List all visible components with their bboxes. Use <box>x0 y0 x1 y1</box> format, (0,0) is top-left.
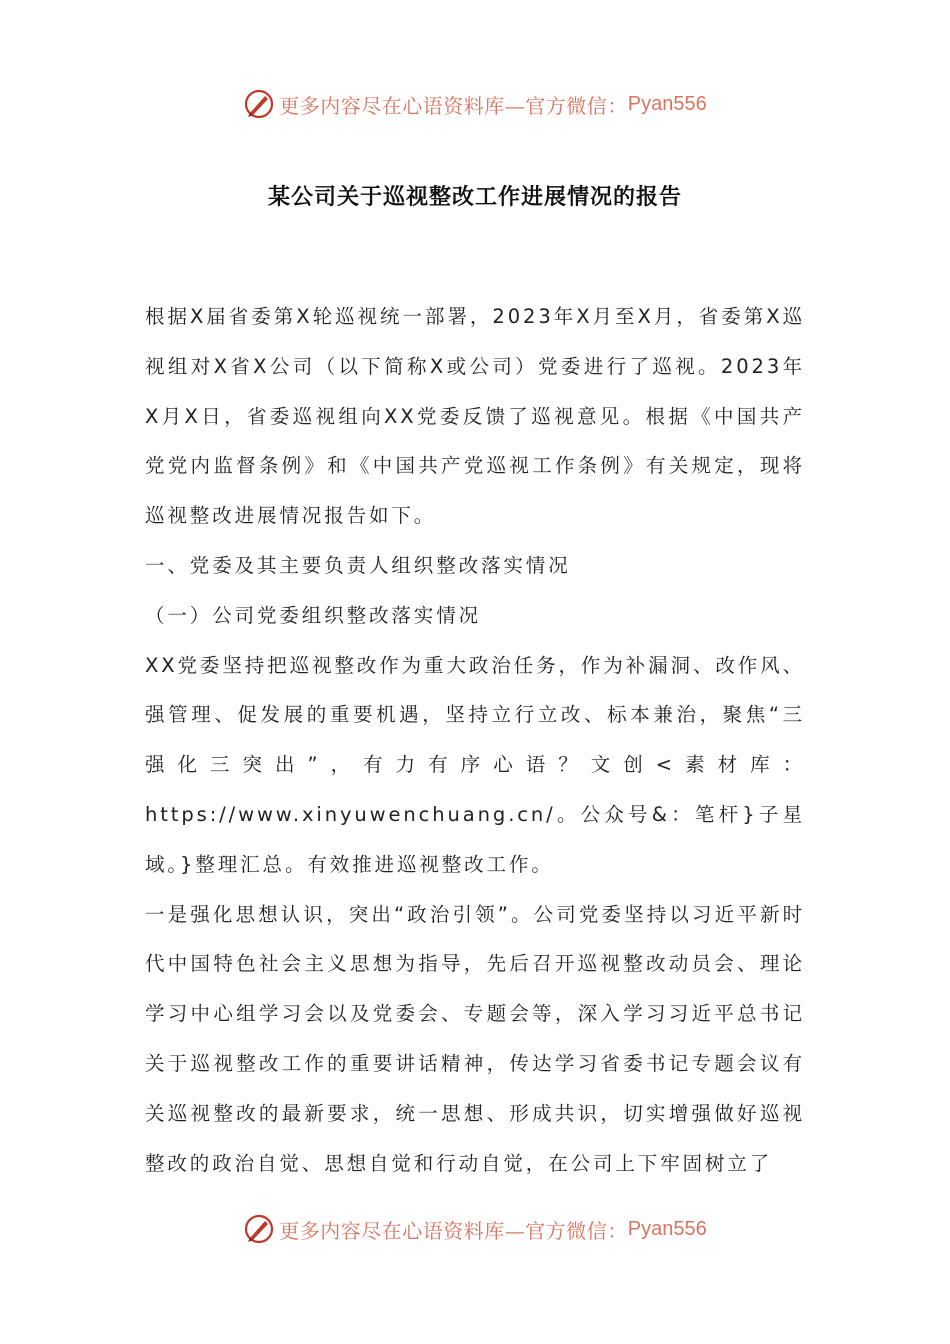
paragraph-intro: 根据X届省委第X轮巡视统一部署，2023年X月至X月，省委第X巡视组对X省X公司（以下简称X或公司）党委进行了巡视。2023年X月X日，省委巡视组向XX党委反馈了巡视意见。根据《中国共产党党内监督条例》和《中国共产党巡视工作条例》有关规定，现将巡视整改进展情况报告如下。 <box>145 305 805 528</box>
pen-logo-icon <box>243 1213 275 1245</box>
banner-wechat-id: Pyan556 <box>627 92 707 115</box>
document-title: 某公司关于巡视整改工作进展情况的报告 <box>267 184 682 210</box>
section-heading: 一、党委及其主要负责人组织整改落实情况 <box>145 553 571 577</box>
document-body <box>145 292 805 1188</box>
subsection-heading: （一）公司党委组织整改落实情况 <box>145 603 482 627</box>
footer-banner <box>0 1209 950 1249</box>
header-banner <box>0 84 950 124</box>
banner-text: 更多内容尽在心语资料库—官方微信： <box>279 1218 628 1243</box>
paragraph-point-one: 一是强化思想认识，突出“政治引领”。公司党委坚持以习近平新时代中国特色社会主义思想为指导，先后召开巡视整改动员会、理论学习中心组学习会以及党委会、专题会等，深入学习习近平总书记关于巡视整改工作的重要讲话精神，传达学习省委书记专题会议有关巡视整改的最新要求，统一思想、形成共识，切实增强做好巡视整改的政治自觉、思想自觉和行动自觉，在公司上下牢固树立了 <box>145 902 805 1175</box>
banner-text: 更多内容尽在心语资料库—官方微信： <box>279 93 628 118</box>
banner-wechat-id: Pyan556 <box>627 1217 707 1240</box>
pen-logo-icon <box>243 88 275 120</box>
paragraph-overview: XX党委坚持把巡视整改作为重大政治任务，作为补漏洞、改作风、强管理、促发展的重要机遇，坚持立行立改、标本兼治，聚焦“三强化三突出”，有力有序心语？文创<素材库：https://www.xinyuwenchuang.cn/。公众号&：笔杆}子星域。}整理汇总。有效推进巡视整改工作。 <box>145 653 805 876</box>
